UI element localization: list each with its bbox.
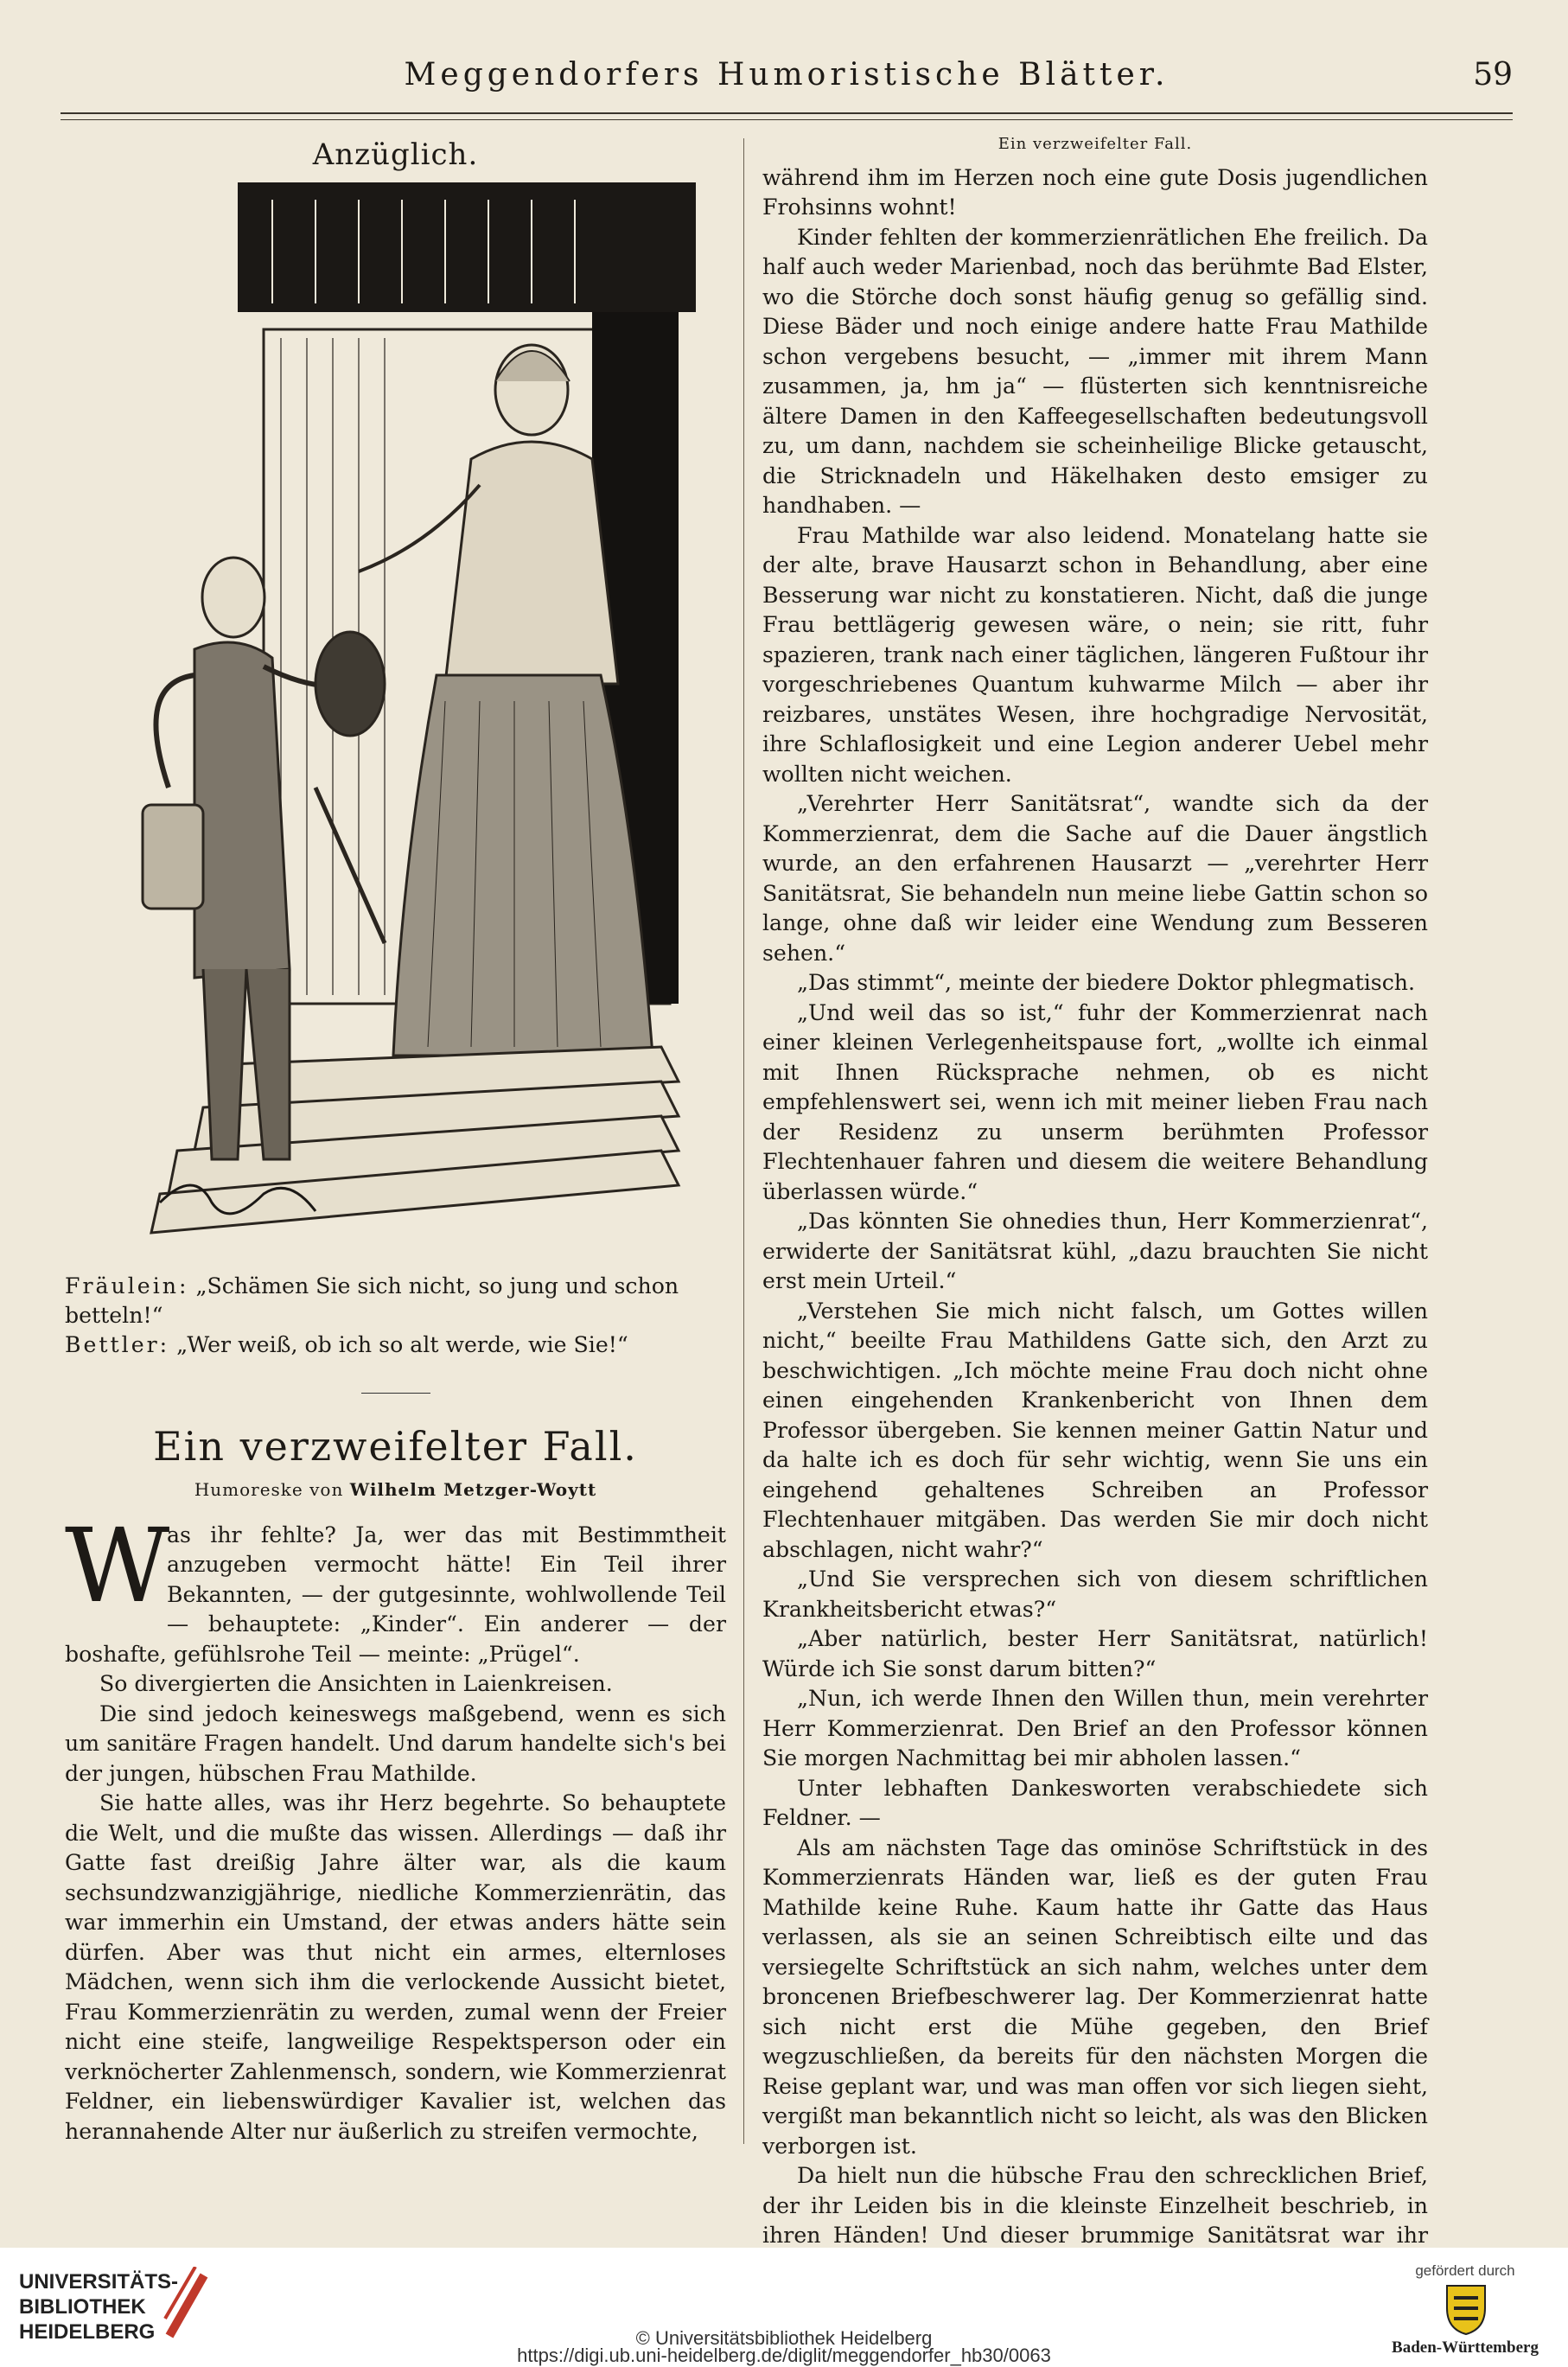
library-line: UNIVERSITÄTS- — [19, 2270, 179, 2294]
right-column — [762, 130, 1428, 2311]
story-paragraph: „Und Sie versprechen sich von diesem schriftlichen Krankheitsbericht etwas?“ — [762, 1566, 1428, 1622]
story-paragraph: Die sind jedoch keineswegs maßgebend, wenn es sich um sanitäre Fragen handelt. Und darum handelte sich's bei der jungen, hübschen Frau Mathilde. — [65, 1700, 726, 1786]
byline-prefix: Humoreske von — [194, 1479, 344, 1500]
separator-rule — [361, 1393, 430, 1394]
caption-text: „Wer weiß, ob ich so alt werde, wie Sie!“ — [176, 1331, 628, 1357]
story-paragraph: Als am nächsten Tage das ominöse Schriftstück in des Kommerzienrats Händen war, ließ es der guten Frau Mathilde keine Ruhe. Kaum hatte ihr Gatte das Haus verlassen, als sie an seinen Schreibtisch eilte und das versiegelte Schriftstück an sich nahm, welches unter dem broncenen Briefbeschwerer lag. Der Kommerzienrat hatte sich nicht erst die Mühe gegeben, den Brief wegzuschließen, da bereits für den nächsten Morgen die Reise geplant war, und was man offen vor sich liegen sieht, vergißt man bekanntlich nicht so leicht, als was den Blicken verborgen ist. — [762, 1834, 1428, 2159]
story-paragraph: „Das stimmt“, meinte der biedere Doktor phlegmatisch. — [797, 970, 1416, 995]
right-running-head: Ein verzweifelter Fall. — [998, 135, 1193, 153]
first-paragraph-wrap — [65, 1505, 726, 1670]
left-column — [65, 130, 726, 2147]
story-paragraph: Frau Mathilde war also leidend. Monatelang hatte sie der alte, brave Hausarzt schon in Behandlung, aber eine Besserung war nicht zu konstatieren. Nicht, daß die junge Frau bettlägerig gewesen wäre, o nein; sie ritt, fuhr spazieren, trank nach einer täglichen, längeren Fußtour ihr vorgeschriebenes Quantum kuhwarme Milch — aber ihr reizbares, unstätes Wesen, ihre hochgradige Nervosität, ihre Schlaflosigkeit und eine Legion anderer Uebel mehr wollten nicht weichen. — [762, 522, 1428, 787]
story-paragraph: „Verstehen Sie mich nicht falsch, um Gottes willen nicht,“ beeilte Frau Mathildens Gatte sich, den Arzt zu beschwichtigen. „Ich möchte meine Frau doch nicht ohne einen eingehenden Krankenbericht von Ihnen dem Professor übergeben. Sie kennen meiner Gattin Natur und da halte ich es doch für sehr wichtig, wenn Sie uns ein eingehend gehaltenes Schreiben an Professor Flechtenhauer mitgäben. Das werden Sie mir doch nicht abschlagen, nicht wahr?“ — [762, 1298, 1428, 1562]
cartoon-drawing — [108, 182, 696, 1263]
permalink-url[interactable]: https://digi.ub.uni-heidelberg.de/diglit/meggendorfer_hb30/0063 — [517, 2345, 1051, 2366]
story-paragraph: Da hielt nun die hübsche Frau den schrecklichen Brief, der ihr Leiden bis in die kleinste Einzelheit beschrieb, in ihren Händen! Und dieser brummige Sanitätsrat war ihr — [762, 2163, 1428, 2248]
caption-line — [65, 1272, 726, 1330]
cartoon-illustration — [108, 182, 696, 1263]
story-paragraph: So divergierten die Ansichten in Laienkreisen. — [99, 1671, 613, 1696]
caption-speaker: Bettler: — [65, 1331, 170, 1357]
running-header — [61, 52, 1513, 114]
story-paragraph: „Verehrter Herr Sanitätsrat“, wandte sich da der Kommerzienrat, dem die Sache auf die Dauer ängstlich wurde, an den erfahrenen Hausarzt — „verehrter Herr Sanitätsrat, Sie behandeln nun meine liebe Gattin schon so lange, ohne daß wir leider eine Wendung zum Besseren sehen.“ — [762, 791, 1428, 966]
caption-text: „Schämen Sie sich nicht, so jung und schon betteln!“ — [65, 1273, 679, 1328]
caption-line — [65, 1330, 726, 1360]
story-paragraph: „Und weil das so ist,“ fuhr der Kommerzienrat nach einer kleinen Verlegenheitspause fort, „wollte ich einmal mit Ihnen Rücksprache nehmen, ob es nicht empfehlenswert sei, wenn ich mit meiner lieben Frau nach der Residenz zu unserm berühmten Professor Flechtenhauer fahren und diesem die weitere Behandlung überlassen würde.“ — [762, 999, 1428, 1204]
story-paragraph: as ihr fehlte? Ja, wer das mit Bestimmtheit anzugeben vermocht hätte! Ein Teil ihrer Bekannten, — der gutgesinnte, wohlwollende Teil — behauptete: „Kinder“. Ein anderer — der boshafte, gefühlsrohe Teil — meinte: „Prügel“. — [65, 1522, 726, 1667]
library-line: HEIDELBERG — [19, 2320, 156, 2344]
story-paragraph: Unter lebhaften Dankesworten verabschiedete sich Feldner. — — [762, 1775, 1428, 1830]
cartoon-title: Anzüglich. — [312, 137, 479, 172]
story-paragraph: „Aber natürlich, bester Herr Sanitätsrat, natürlich! Würde ich Sie sonst darum bitten?“ — [762, 1626, 1428, 1681]
story-byline — [65, 1475, 726, 1505]
column-divider — [743, 138, 744, 2144]
running-title: Meggendorfers Humoristische Blätter. — [404, 57, 1170, 93]
library-line: BIBLIOTHEK — [19, 2295, 146, 2319]
state-coat-of-arms-icon — [1440, 2282, 1492, 2336]
story-paragraph: Sie hatte alles, was ihr Herz begehrte. So behauptete die Welt, und die mußte das wissen. Allerdings — daß ihr Gatte fast dreißig Jahre älter war, als die kaum sechsundzwanzigjährige, niedliche Kommerzienrätin, das war immerhin ein Umstand, der etwas anders hätte sein dürfen. Aber was thut nicht ein armes, elternloses Mädchen, wenn sich ihm die verlockende Aussicht bietet, Frau Kommerzienrätin zu werden, zumal wenn der Freier nicht eine steife, langweilige Respektsperson oder ein verknöcherter Zahlenmensch, sondern, wie Kommerzienrat Feldner, ein liebenswürdiger Kavalier ist, welchen das herannahende Alter nur äußerlich zu streifen vermochte, — [65, 1790, 726, 2144]
caption-speaker: Fräulein: — [65, 1273, 189, 1298]
page-number: 59 — [1473, 57, 1513, 93]
cartoon-caption — [65, 1272, 726, 1360]
drop-cap: W — [65, 1505, 170, 1625]
story-title: Ein verzweifelter Fall. — [153, 1422, 638, 1470]
funder-name: Baden-Württemberg — [1392, 2338, 1539, 2357]
copyright-text: © Universitätsbibliothek Heidelberg — [635, 2327, 933, 2349]
byline-author: Wilhelm Metzger-Woytt — [349, 1479, 597, 1500]
funder-label: gefördert durch — [1415, 2262, 1515, 2279]
story-paragraph: Kinder fehlten der kommerzienrätlichen Ehe freilich. Da half auch weder Marienbad, noch das berühmte Bad Elster, wo die Störche doch sonst häufig genug so gefällig sind. Diese Bäder und noch einige andere hatte Frau Mathilde schon vergebens besucht, — „immer mit ihrem Mann zusammen, ja, hm ja“ — flüsterten sich kenntnisreiche ältere Damen in den Kaffeegesellschaften bedeutungsvoll zu, um dann, nachdem sie scheinheilige Blicke getauscht, die Stricknadeln und Häkelhaken desto emsiger zu handhaben. — — [762, 224, 1428, 518]
story-paragraph: während ihm im Herzen noch eine gute Dosis jugendlichen Frohsinns wohnt! — [762, 164, 1428, 220]
header-rule — [61, 119, 1513, 120]
story-paragraph: „Das könnten Sie ohnedies thun, Herr Kommerzienrat“, erwiderte der Sanitätsrat kühl, „dazu brauchten Sie nicht erst mein Urteil.“ — [762, 1209, 1428, 1293]
story-paragraph: „Nun, ich werde Ihnen den Willen thun, mein verehrter Herr Kommerzienrat. Den Brief an den Professor können Sie morgen Nachmittag bei mir abholen lassen.“ — [762, 1686, 1428, 1770]
